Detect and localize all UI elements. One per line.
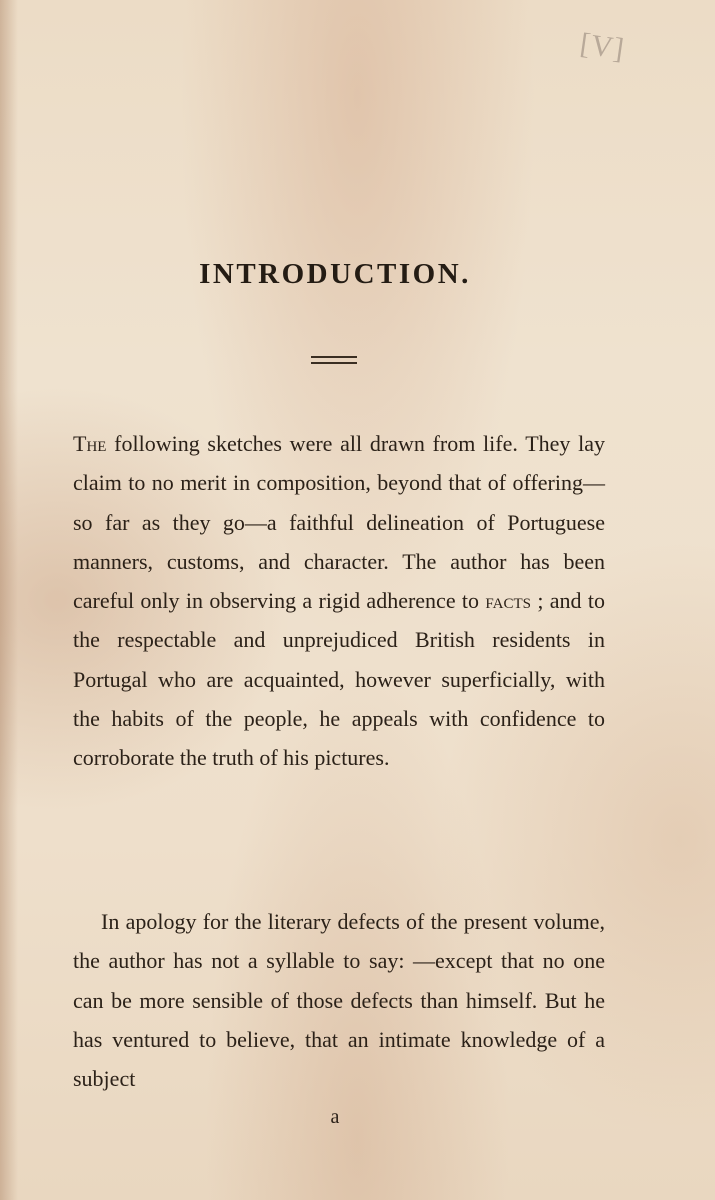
paragraph-1-text-after: ; and to the respectable and unprejudiced British residents in Portugal who are acquainted, however superficially, with the habits of the people, he appeals with confidence to corroborate the truth of his pictures. [73,588,605,771]
binding-edge-shadow [0,0,18,1200]
paragraph-2: In apology for the literary defects of the present volume, the author has not a syllable to say: —except that no one can be more sensible of those defects than himself. But he has ventured to believe, that an intimate knowledge of a subject [73,909,605,1092]
paragraph-1-emphasis: facts [485,588,531,614]
paragraph-1 [73,424,605,778]
paragraph-1-lead: The [73,431,107,456]
folio-mark: [V] [577,27,627,66]
page-title: INTRODUCTION. [199,258,471,290]
title-rule-divider [311,356,357,364]
paragraph-1-text: following sketches were all drawn from life. They lay claim to no merit in composition, beyond that of offering—so far as they go—a faithful delineation of Portuguese manners, customs, and character. The author has been careful only in observing a rigid adherence to [73,431,605,614]
signature-mark: a [330,1106,340,1128]
